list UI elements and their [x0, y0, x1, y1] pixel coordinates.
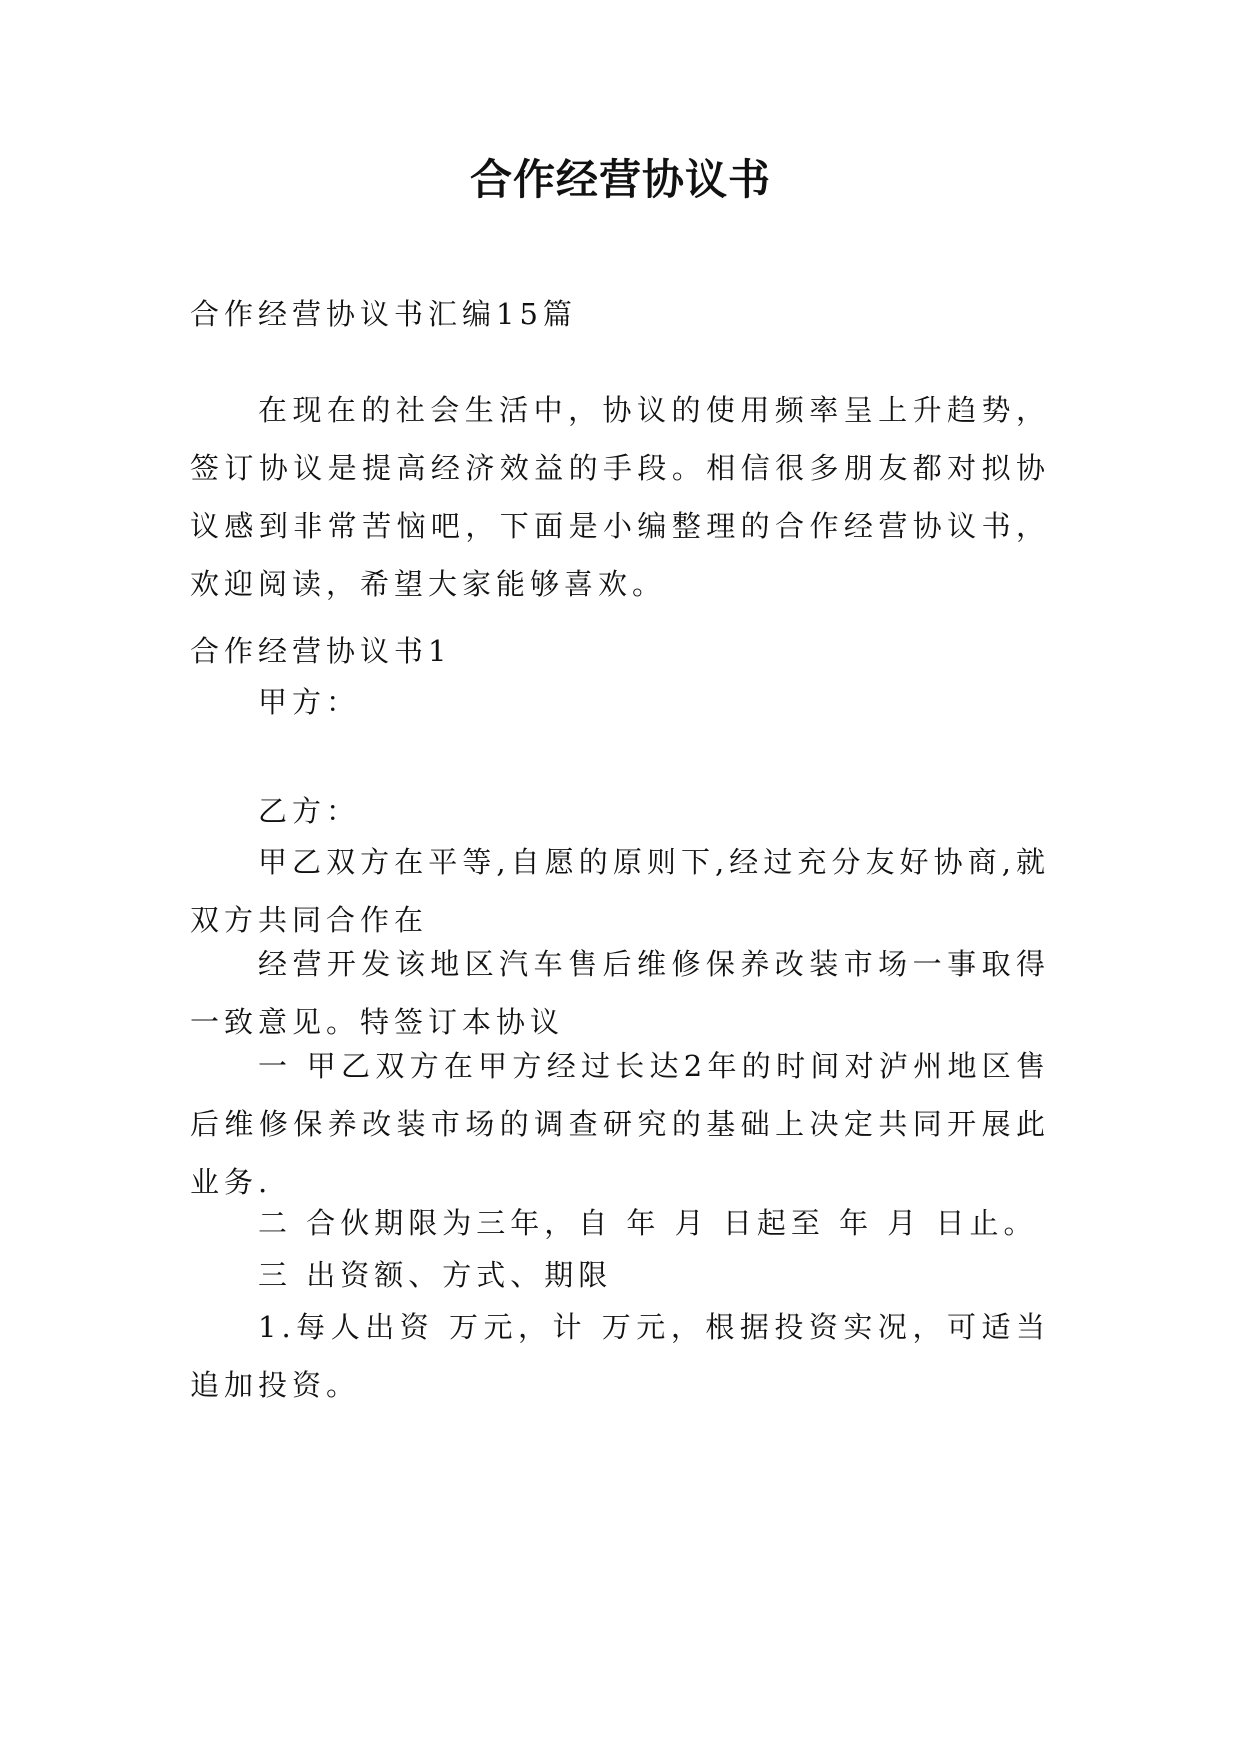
paragraph-2: 经营开发该地区汽车售后维修保养改装市场一事取得一致意见。特签订本协议 [190, 947, 1050, 1039]
paragraph-3: 一 甲乙双方在甲方经过长达2年的时间对泸州地区售后维修保养改装市场的调查研究的基础上决定共同开展此业务. [190, 1049, 1050, 1199]
paragraph-4: 二 合伙期限为三年，自 年 月 日起至 年 月 日止。 [258, 1206, 1038, 1240]
party-a-label: 甲方： [258, 685, 361, 719]
paragraph-5: 三 出资额、方式、期限 [258, 1258, 613, 1292]
document-title: 合作经营协议书 [469, 155, 771, 204]
document-subtitle: 合作经营协议书汇编15篇 [190, 297, 577, 331]
paragraph-1: 甲乙双方在平等,自愿的原则下,经过充分友好协商,就双方共同合作在 [190, 845, 1050, 937]
intro-paragraph: 在现在的社会生活中，协议的使用频率呈上升趋势，签订协议是提高经济效益的手段。相信很多朋友都对拟协议感到非常苦恼吧，下面是小编整理的合作经营协议书，欢迎阅读，希望大家能够喜欢。 [190, 393, 1050, 601]
paragraph-6: 1.每人出资 万元，计 万元，根据投资实况，可适当追加投资。 [190, 1310, 1050, 1402]
section-heading: 合作经营协议书1 [190, 634, 452, 668]
party-b-label: 乙方： [258, 794, 361, 828]
